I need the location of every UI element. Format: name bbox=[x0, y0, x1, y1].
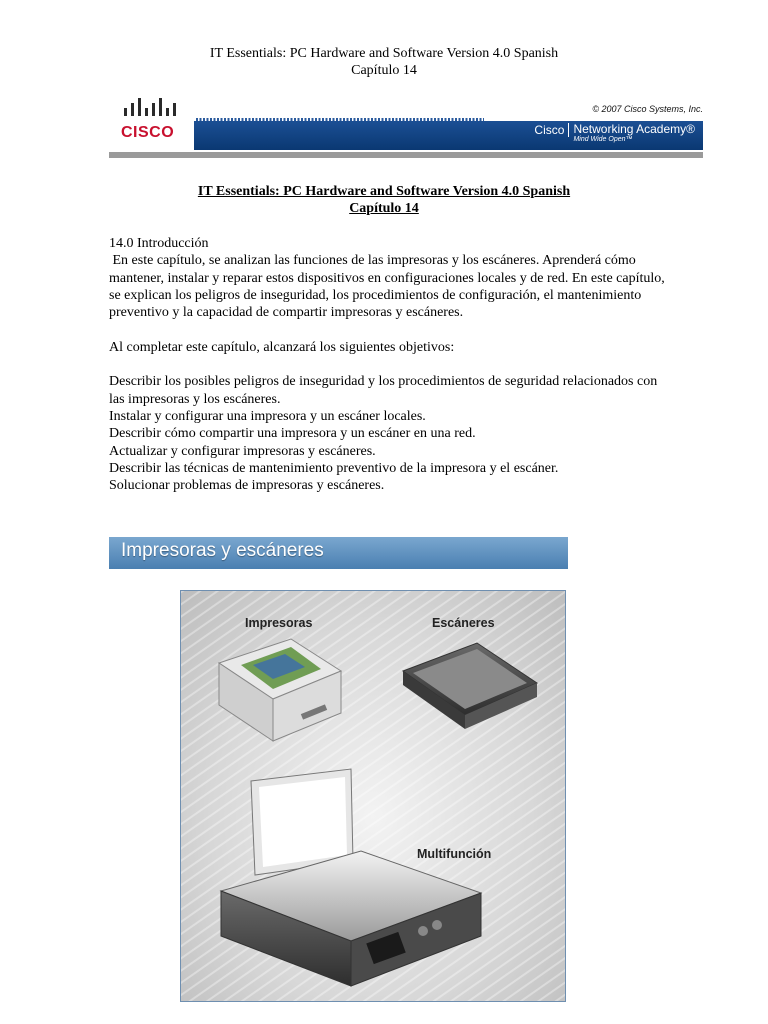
networking-academy-logo bbox=[534, 123, 695, 144]
printers-scanners-figure bbox=[180, 590, 566, 1002]
document-title bbox=[0, 183, 768, 217]
cisco-logo bbox=[121, 98, 181, 144]
document-title-line2: Capítulo 14 bbox=[349, 201, 419, 216]
objective-item: Describir las técnicas de mantenimiento preventivo de la impresora y el escáner. bbox=[109, 460, 559, 476]
devices-illustration bbox=[181, 591, 566, 1002]
banner-divider bbox=[109, 152, 703, 158]
na-name: Networking Academy® bbox=[573, 122, 695, 136]
na-tagline: Mind Wide Open™ bbox=[573, 136, 633, 143]
networking-academy-bar bbox=[194, 121, 703, 150]
intro-section bbox=[109, 235, 669, 494]
section-title: Impresoras y escáneres bbox=[121, 540, 324, 561]
page-header-title: IT Essentials: PC Hardware and Software Version 4.0 Spanish bbox=[209, 46, 559, 61]
section-banner bbox=[109, 537, 568, 569]
page-header bbox=[0, 45, 768, 79]
objectives-intro: Al completar este capítulo, alcanzará los siguientes objetivos: bbox=[109, 339, 455, 355]
label-printers: Impresoras bbox=[245, 616, 313, 630]
objective-item: Describir cómo compartir una impresora y un escáner en una red. bbox=[109, 426, 476, 442]
label-scanners: Escáneres bbox=[432, 616, 495, 630]
cisco-bars-icon bbox=[123, 98, 179, 120]
objective-item: Describir los posibles peligros de inseguridad y los procedimientos de seguridad relacionados con las impresoras y los escáneres. bbox=[109, 374, 658, 407]
na-brand: Cisco bbox=[534, 123, 569, 137]
objective-item: Actualizar y configurar impresoras y escáneres. bbox=[109, 443, 376, 459]
objective-item: Instalar y configurar una impresora y un escáner locales. bbox=[109, 408, 426, 424]
document-title-line1: IT Essentials: PC Hardware and Software Version 4.0 Spanish bbox=[197, 184, 571, 199]
cisco-wordmark: CISCO bbox=[121, 124, 175, 141]
objective-item: Solucionar problemas de impresoras y escáneres. bbox=[109, 478, 385, 494]
label-multifunction: Multifunción bbox=[417, 847, 492, 861]
intro-paragraph: En este capítulo, se analizan las funciones de las impresoras y los escáneres. Aprenderá cómo mantener, instalar y reparar estos dispositivos en configuraciones locales y de red. En este capítulo, se explican los peligros de inseguridad, los procedimientos de configuración, el mantenimiento preventivo y la capacidad de compartir impresoras y escáneres. bbox=[109, 253, 669, 321]
copyright-notice: © 2007 Cisco Systems, Inc. bbox=[592, 104, 703, 114]
page-header-chapter: Capítulo 14 bbox=[351, 63, 417, 78]
intro-heading: 14.0 Introducción bbox=[109, 236, 209, 251]
cisco-banner bbox=[109, 96, 703, 162]
